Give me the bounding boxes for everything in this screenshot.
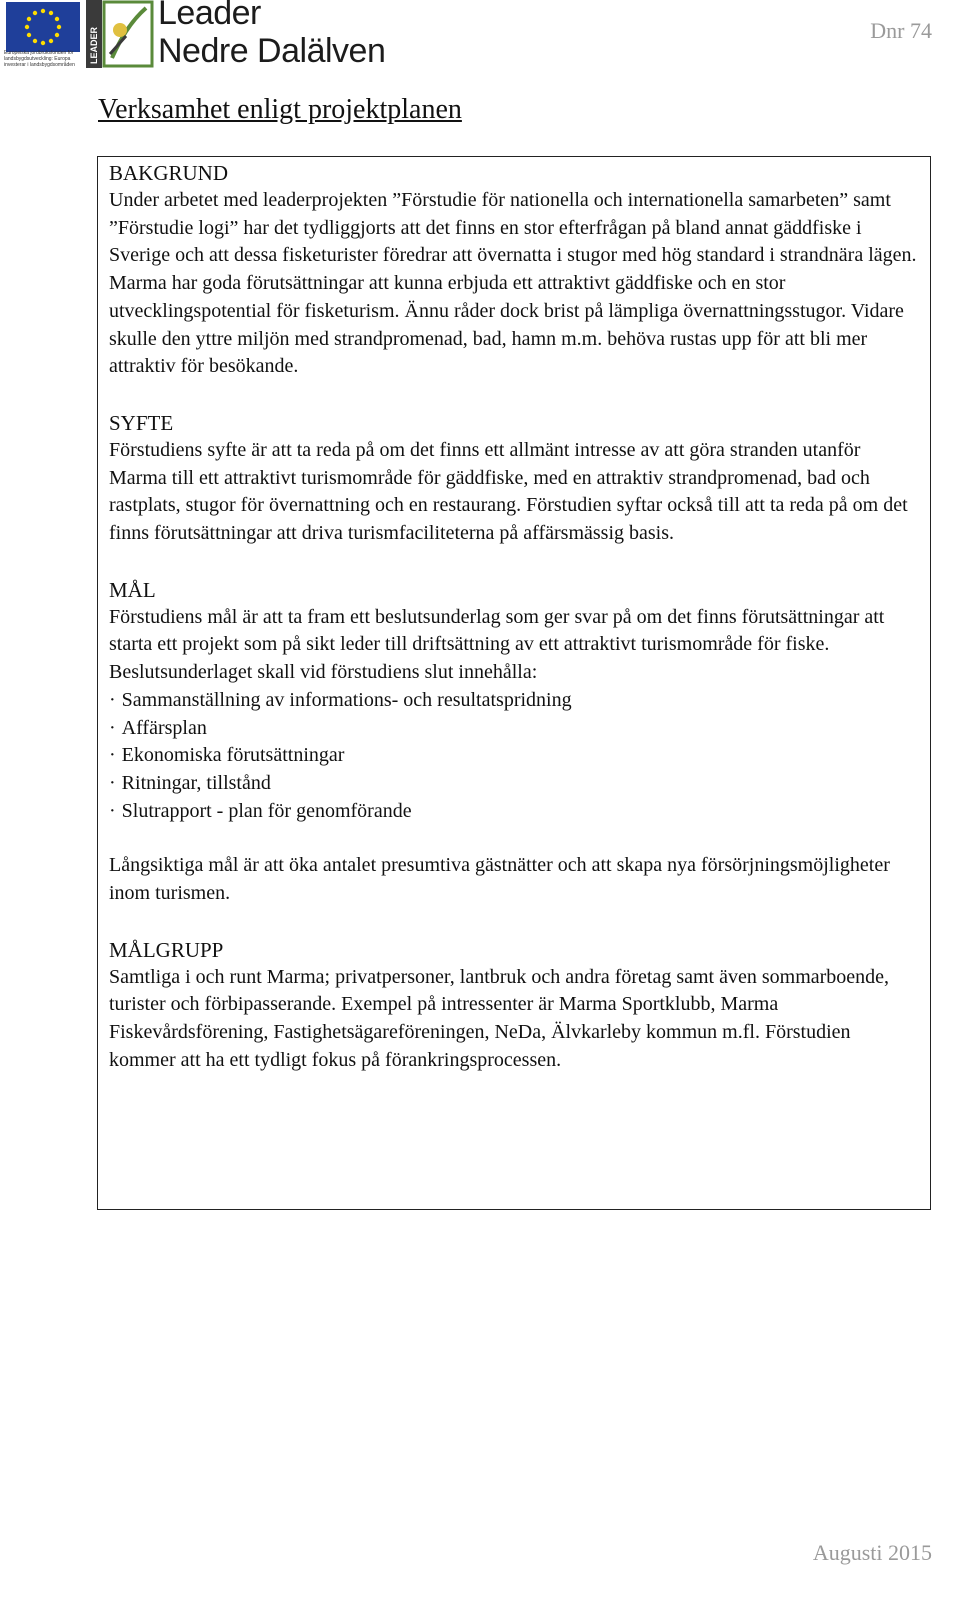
list-item-text: Ekonomiska förutsättningar xyxy=(121,744,345,767)
section-title: MÅLGRUPP xyxy=(109,937,224,962)
list-item-text: Slutrapport - plan för genomförande xyxy=(121,799,412,822)
list-item xyxy=(109,715,920,743)
section-mal xyxy=(109,576,920,908)
section-title: BAKGRUND xyxy=(109,161,229,185)
bullet-dot: · xyxy=(109,716,116,739)
project-plan-box xyxy=(97,156,931,1210)
leader-logo-icon xyxy=(86,0,154,68)
page-heading: Verksamhet enligt projektplanen xyxy=(98,94,462,125)
section-title: MÅL xyxy=(109,577,156,602)
list-item-text: Affärsplan xyxy=(121,716,207,739)
leader-logo-text xyxy=(158,0,385,70)
footer-date: Augusti 2015 xyxy=(812,1540,932,1565)
document-number: Dnr 74 xyxy=(870,18,932,43)
list-item xyxy=(109,798,920,826)
logo-line2: Nedre Dalälven xyxy=(158,32,386,70)
section-text: Förstudiens syfte är att ta reda på om det finns ett allmänt intresse av att göra stranden utanför Marma till ett attraktivt turismområde för gäddfiske, med en attraktiv strandpromenad, bad och rastplats, stugor för övernattning och en restaurang. Förstudien syftar också till att ta reda på om det finns förutsättningar att driva turismfaciliteterna på affärsmässig basis. xyxy=(109,438,908,545)
section-malgrupp xyxy=(109,936,920,1075)
section-title: SYFTE xyxy=(109,410,174,435)
section-text: Under arbetet med leaderprojekten ”Förstudie för nationella och internationella samarbeten” samt ”Förstudie logi” har det tydliggjorts att det finns en stor efterfrågan på bland annat gäddfiske i Sverige och att dessa fisketurister föredrar att övernatta i stugor med hög standard i strandnära lägen. Marma har goda förutsättningar att kunna erbjuda ett attraktivt gäddfiske och en stor utvecklingspotential för fisketurism. Ännu råder dock brist på lämpliga övernattningsstugor. Vidare skulle den yttre miljön med strandpromenad, bad, hamn m.m. behöva rustas upp för att bli mer attraktiv för besökande. xyxy=(109,189,917,378)
list-item xyxy=(109,770,920,798)
list-item xyxy=(109,687,920,715)
section-syfte xyxy=(109,409,920,548)
logo-line1: Leader xyxy=(158,0,261,32)
deliverables-list xyxy=(109,687,920,826)
long-term-goal-text: Långsiktiga mål är att öka antalet presumtiva gästnätter och att skapa nya försörjningsmöjligheter inom turismen. xyxy=(109,854,890,905)
list-item-text: Sammanställning av informations- och resultatspridning xyxy=(121,688,572,711)
bullet-dot: · xyxy=(109,771,116,794)
list-item xyxy=(109,742,920,770)
section-text: Samtliga i och runt Marma; privatpersoner, lantbruk och andra företag samt även sommarboende, turister och förbipasserande. Exempel på intressenter är Marma Sportklubb, Marma Fiskevårdsförening, Fastighetsägareföreningen, NeDa, Älvkarleby kommun m.fl. Förstudien kommer att ha ett tydligt fokus på förankringsprocessen. xyxy=(109,965,890,1071)
bullet-dot: · xyxy=(109,688,116,711)
eu-flag-icon xyxy=(6,2,80,52)
bullet-dot: · xyxy=(109,744,116,767)
eu-caption: Europeiska jordbruksfonden för landsbygdsutveckling: Europa investerar i landsbygdsområden xyxy=(4,50,75,68)
section-text: Förstudiens mål är att ta fram ett beslutsunderlag som ger svar på om det finns förutsättningar att starta ett projekt som på sikt leder till driftsättning av ett attraktivt turismområde för fiske. Beslutsunderlaget skall vid förstudiens slut innehålla: xyxy=(109,605,885,684)
bullet-dot: · xyxy=(109,799,116,822)
section-bakgrund xyxy=(109,159,920,381)
list-item-text: Ritningar, tillstånd xyxy=(121,771,271,794)
leader-badge-text: LEADER xyxy=(89,26,99,64)
